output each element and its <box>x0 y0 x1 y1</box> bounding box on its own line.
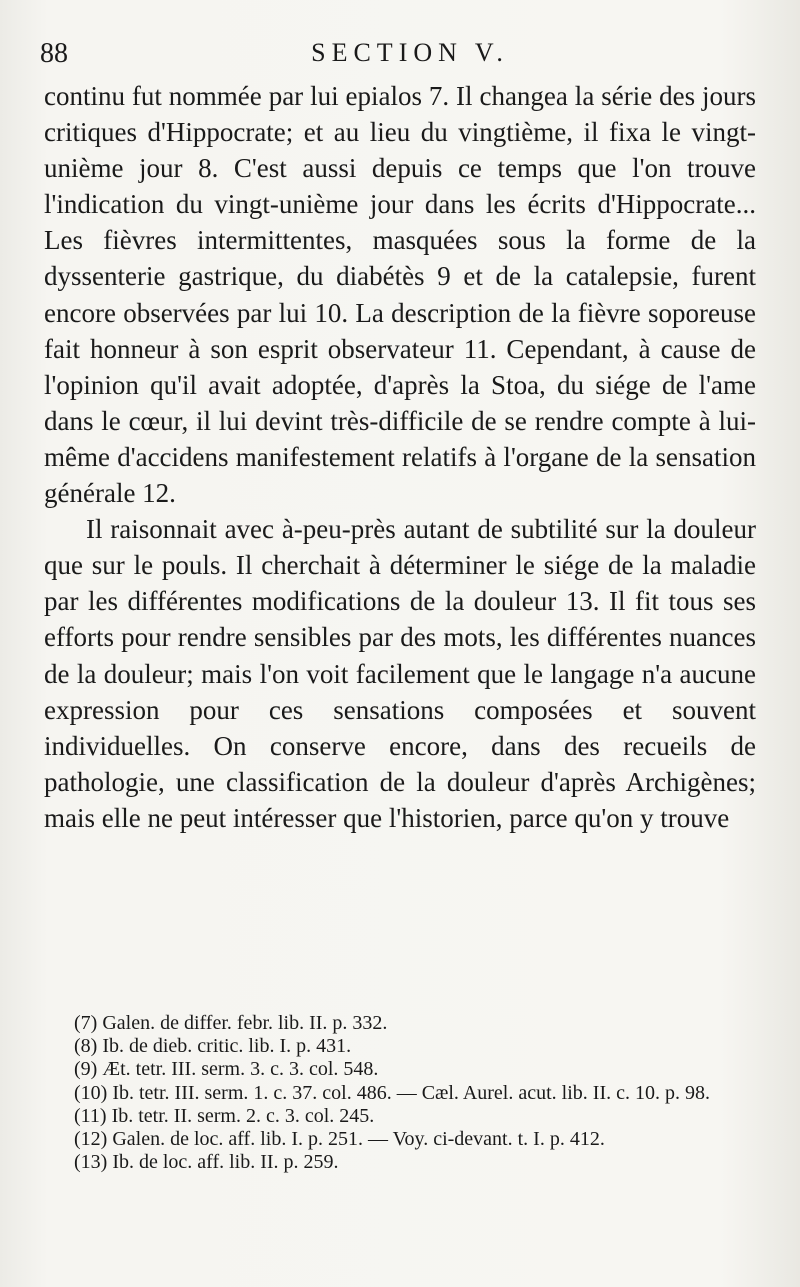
running-title: SECTION V. <box>311 38 509 67</box>
footnote: (7) Galen. de differ. febr. lib. II. p. 332. <box>74 1012 388 1034</box>
footnote: (8) Ib. de dieb. critic. lib. I. p. 431. <box>74 1035 352 1058</box>
footnote: (10) Ib. tetr. III. serm. 1. c. 37. col. 486. — Cæl. Aurel. acut. lib. II. c. 10. p. 98. <box>74 1081 710 1104</box>
paragraph: continu fut nommée par lui epialos 7. Il changea la série des jours critiques d'Hippocrate; et au lieu du vingtième, il fixa le vingt-unième jour 8. C'est aussi depuis ce temps que l'on trouve l'indication du vingt-unième jour dans les écrits d'Hippocrate... Les fièvres intermittentes, masquées sous la forme de la dyssenterie gastrique, du diabétès 9 et de la catalepsie, furent encore observées par lui 10. La description de la fièvre soporeuse fait honneur à son esprit observateur 11. Cependant, à cause de l'opinion qu'il avait adoptée, d'après la Stoa, du siége de l'ame dans le cœur, il lui devint très-difficile de se rendre compte à lui-même d'accidens manifestement relatifs à l'organe de la sensation générale 12. <box>44 81 756 509</box>
paragraph: Il raisonnait avec à-peu-près autant de subtilité sur la douleur que sur le pouls. Il cherchait à déterminer le siége de la maladie par les différentes modifications de la douleur 13. Il fit tous ses efforts pour rendre sensibles par des mots, les différentes nuances de la douleur; mais l'on voit facilement que le langage n'a aucune expression pour ces sensations composées et souvent individuelles. On conserve encore, dans des recueils de pathologie, une classification de la douleur d'après Archigènes; mais elle ne peut intéresser que l'historien, parce qu'on y trouve <box>44 514 756 833</box>
footnote: (9) Æt. tetr. III. serm. 3. c. 3. col. 548. <box>74 1058 379 1081</box>
page-number: 88 <box>40 38 68 69</box>
footnotes <box>46 1012 766 1174</box>
body-text <box>44 78 756 836</box>
footnote: (12) Galen. de loc. aff. lib. I. p. 251. — Voy. ci-devant. t. I. p. 412. <box>74 1128 605 1151</box>
footnote: (11) Ib. tetr. II. serm. 2. c. 3. col. 245. <box>74 1104 375 1127</box>
footnote: (13) Ib. de loc. aff. lib. II. p. 259. <box>74 1151 339 1174</box>
page-header <box>40 38 780 78</box>
